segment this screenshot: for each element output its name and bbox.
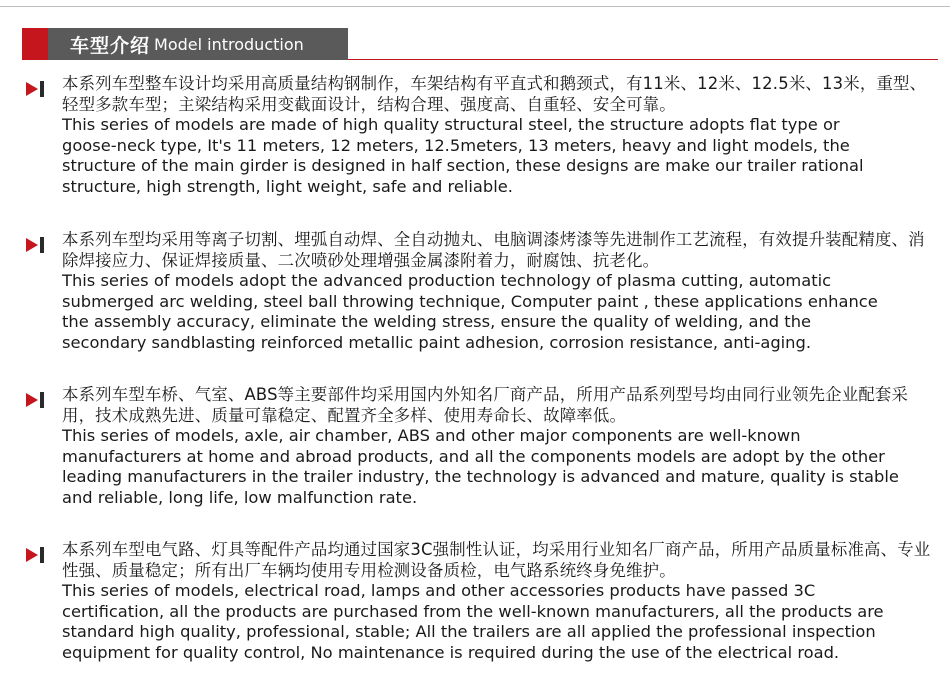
paragraph-cn: 本系列车型均采用等离子切割、埋弧自动焊、全自动抛丸、电脑调漆烤漆等先进制作工艺流程，有效提升装配精度、消除焊接应力、保证焊接质量、二次喷砂处理增强金属漆附着力，耐腐蚀、抗老化。 xyxy=(62,230,925,270)
header-title-box xyxy=(48,28,348,60)
paragraph-en-line: and reliable, long life, low malfunction rate. xyxy=(62,487,418,507)
paragraph-cn: 本系列车型电气路、灯具等配件产品均通过国家3C强制性认证，均采用行业知名厂商产品，所用产品质量标准高、专业性强、质量稳定；所有出厂车辆均使用专用检测设备质检，电气路系统终身免维护。 xyxy=(62,540,931,580)
header-red-block xyxy=(22,28,48,60)
intro-paragraph-4 xyxy=(26,540,936,663)
paragraph-en xyxy=(62,271,936,353)
bullet-marker-icon xyxy=(26,392,44,408)
header-underline xyxy=(348,59,938,60)
paragraph-en-line: This series of models, axle, air chamber, ABS and other major components are well-known xyxy=(62,426,801,445)
paragraph-en-line: This series of models adopt the advanced production technology of plasma cutting, automatic xyxy=(62,271,832,290)
paragraph-en-line: submerged arc welding, steel ball throwing technique, Computer paint , these applications enhance xyxy=(62,291,878,311)
header-title-en: Model introduction xyxy=(154,34,304,54)
intro-paragraph-3 xyxy=(26,385,936,508)
paragraph-en-line: manufacturers at home and abroad products, and all the components models are adopt by the other xyxy=(62,446,885,466)
bullet-marker-icon xyxy=(26,81,44,97)
paragraph-en-line: leading manufacturers in the trailer industry, the technology is advanced and mature, quality is stable xyxy=(62,467,899,486)
paragraph-en xyxy=(62,426,936,508)
paragraph-en-line: This series of models, electrical road, lamps and other accessories products have passed 3C xyxy=(62,581,816,600)
paragraph-en-line: structure, high strength, light weight, safe and reliable. xyxy=(62,176,513,196)
paragraph-en-line: goose-neck type, It's 11 meters, 12 meters, 12.5meters, 13 meters, heavy and light models, the xyxy=(62,135,850,155)
section-header xyxy=(22,28,348,60)
paragraph-en-line: the assembly accuracy, eliminate the welding stress, ensure the quality of welding, and the xyxy=(62,312,812,331)
paragraph-en xyxy=(62,115,936,197)
paragraph-en-line: secondary sandblasting reinforced metallic paint adhesion, corrosion resistance, anti-aging. xyxy=(62,332,812,352)
bullet-marker-icon xyxy=(26,547,44,563)
paragraph-cn: 本系列车型整车设计均采用高质量结构钢制作，车架结构有平直式和鹅颈式，有11米、12米、12.5米、13米，重型、轻型多款车型；主梁结构采用变截面设计，结构合理、强度高、自重轻、安全可靠。 xyxy=(62,74,927,114)
intro-paragraph-2 xyxy=(26,230,936,353)
paragraph-en-line: standard high quality, professional, stable; All the trailers are all applied the professional inspection xyxy=(62,622,876,641)
paragraph-en-line: certification, all the products are purchased from the well-known manufacturers, all the products are xyxy=(62,601,884,621)
header-title-cn: 车型介绍 xyxy=(70,34,151,57)
top-divider xyxy=(0,6,950,7)
paragraph-en-line: equipment for quality control, No maintenance is required during the use of the electrical road. xyxy=(62,642,840,662)
paragraph-en-line: structure of the main girder is designed in half section, these designs are make our trailer rational xyxy=(62,156,864,175)
intro-paragraph-1 xyxy=(26,74,936,197)
bullet-marker-icon xyxy=(26,237,44,253)
paragraph-en xyxy=(62,581,936,663)
paragraph-cn: 本系列车型车桥、气室、ABS等主要部件均采用国内外知名厂商产品，所用产品系列型号均由同行业领先企业配套采用，技术成熟先进、质量可靠稳定、配置齐全多样、使用寿命长、故障率低。 xyxy=(62,385,909,425)
paragraph-en-line: This series of models are made of high quality structural steel, the structure adopts flat type or xyxy=(62,115,840,134)
